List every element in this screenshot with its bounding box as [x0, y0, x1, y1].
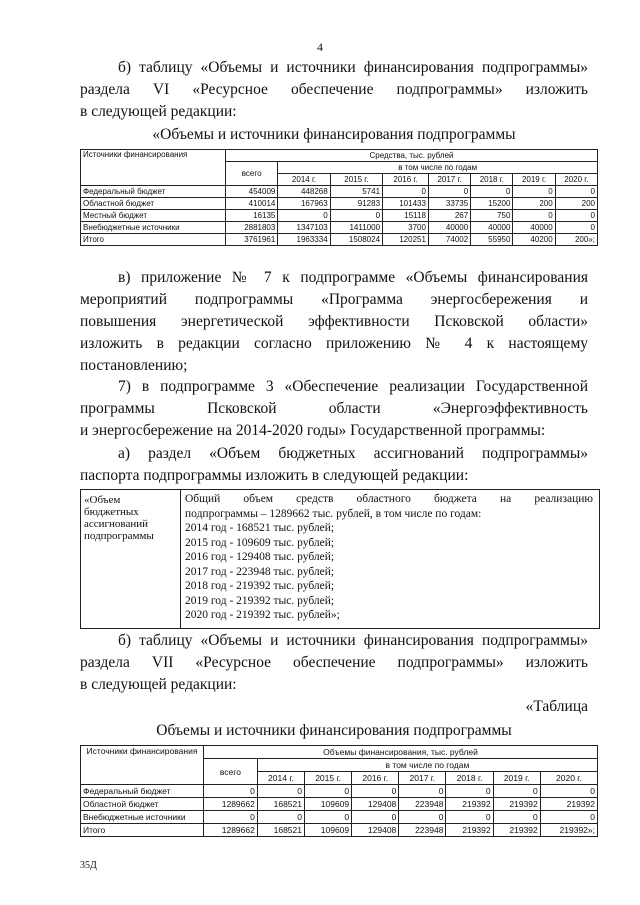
cell: 0 — [446, 811, 493, 824]
table-row — [81, 210, 598, 222]
text-line: подпрограммы – 1289662 тыс. рублей, в том числе по годам: — [185, 507, 482, 520]
header-funds: Средства, тыс. рублей — [226, 150, 598, 162]
cell: 219392 — [540, 798, 597, 811]
cell: 5741 — [330, 186, 382, 198]
cell: 0 — [446, 785, 493, 798]
cell: 168521 — [257, 824, 304, 837]
cell: 0 — [257, 811, 304, 824]
year-header: 2016 г. — [352, 772, 399, 785]
paragraph-v-appendix — [80, 267, 588, 377]
label-line: подпрограммы — [84, 530, 154, 542]
cell: 55950 — [471, 234, 513, 246]
cell: 1347103 — [278, 222, 330, 234]
cell: 1289662 — [204, 798, 258, 811]
text-line: Общий объем средств областного бюджета на реализацию — [185, 493, 593, 505]
paragraph-a-section — [80, 443, 588, 487]
text-line: 2019 год - 219392 тыс. рублей; — [185, 594, 335, 607]
cell: 91283 — [330, 198, 382, 210]
table-row — [81, 222, 598, 234]
cell: 1411000 — [330, 222, 382, 234]
cell: 448268 — [278, 186, 330, 198]
table-row — [81, 798, 598, 811]
cell: 3700 — [383, 222, 429, 234]
cell: 219392»; — [540, 824, 597, 837]
cell: 410014 — [226, 198, 278, 210]
cell: 750 — [471, 210, 513, 222]
cell: 109609 — [304, 824, 351, 837]
funding-table-2 — [80, 745, 598, 837]
text-line: постановлению; — [80, 357, 188, 374]
table2-title: Объемы и источники финансирования подпрограммы — [156, 722, 512, 739]
text-line: паспорта подпрограммы изложить в следующей редакции: — [80, 467, 469, 484]
cell: 0 — [204, 785, 258, 798]
cell: 120251 — [383, 234, 429, 246]
cell: 16135 — [226, 210, 278, 222]
cell: 267 — [428, 210, 470, 222]
text-line: б) таблицу «Объемы и источники финансирования подпрограммы» — [118, 59, 588, 76]
paragraph-b-table-2 — [80, 630, 588, 696]
text-line: раздела VII «Ресурсное обеспечение подпрограммы» изложить — [80, 654, 588, 671]
cell: 0 — [555, 222, 597, 234]
cell: 0 — [555, 186, 597, 198]
text-line: в) приложение № 7 к подпрограмме «Объемы финансирования — [118, 269, 588, 286]
footer-code: 35Д — [80, 860, 97, 871]
cell: 15118 — [383, 210, 429, 222]
cell: 0 — [513, 186, 555, 198]
row-label: Внебюджетные источники — [81, 222, 226, 234]
row-label: Внебюджетные источники — [81, 811, 204, 824]
header-total: всего — [204, 759, 258, 785]
cell: 0 — [278, 210, 330, 222]
cell: 1289662 — [204, 824, 258, 837]
text-line: а) раздел «Объем бюджетных ассигнований подпрограммы» — [118, 445, 588, 462]
cell: 0 — [352, 811, 399, 824]
table-row — [81, 811, 598, 824]
label-line: «Объем — [84, 494, 121, 506]
row-label: Итого — [81, 234, 226, 246]
cell: 0 — [383, 186, 429, 198]
header-funds: Объемы финансирования, тыс. рублей — [204, 746, 598, 759]
year-header: 2015 г. — [330, 174, 382, 186]
row-label: Областной бюджет — [81, 198, 226, 210]
cell: 219392 — [493, 824, 540, 837]
text-line: 2015 год - 109609 тыс. рублей; — [185, 536, 335, 549]
cell: 200 — [513, 198, 555, 210]
cell: 129408 — [352, 798, 399, 811]
row-label: Итого — [81, 824, 204, 837]
text-line: в следующей редакции: — [80, 103, 237, 120]
text-line: повышения энергетической эффективности Псковской области» — [80, 313, 588, 330]
cell: 219392 — [446, 798, 493, 811]
cell: 0 — [471, 186, 513, 198]
table1-title: «Объемы и источники финансирования подпрограммы — [152, 126, 516, 143]
cell: 0 — [257, 785, 304, 798]
text-line: в следующей редакции: — [80, 676, 237, 693]
year-header: 2019 г. — [513, 174, 555, 186]
cell: 0 — [513, 210, 555, 222]
year-header: 2020 г. — [540, 772, 597, 785]
cell: 0 — [304, 785, 351, 798]
text-line: 2020 год - 219392 тыс. рублей»; — [185, 609, 340, 621]
cell: 200 — [555, 198, 597, 210]
text-line: мероприятий подпрограммы «Программа энергосбережения и — [80, 291, 588, 308]
year-header: 2019 г. — [493, 772, 540, 785]
year-header: 2015 г. — [304, 772, 351, 785]
header-by-years: в том числе по годам — [278, 162, 598, 174]
year-header: 2014 г. — [257, 772, 304, 785]
table-row — [81, 186, 598, 198]
cell: 3761961 — [226, 234, 278, 246]
cell: 40000 — [471, 222, 513, 234]
text-line: 2016 год - 129408 тыс. рублей; — [185, 551, 335, 563]
paragraph-b-table — [80, 57, 588, 123]
text-line: и энергосбережение на 2014-2020 годы» Государственной программы: — [80, 422, 546, 439]
cell: 0 — [304, 811, 351, 824]
cell: 109609 — [304, 798, 351, 811]
cell: 40200 — [513, 234, 555, 246]
header-sources: Источники финансирования — [81, 746, 204, 785]
cell: 101433 — [383, 198, 429, 210]
cell: 0 — [540, 785, 597, 798]
cell: 74002 — [428, 234, 470, 246]
budget-allocation-label — [81, 490, 181, 628]
cell: 0 — [540, 811, 597, 824]
cell: 40000 — [428, 222, 470, 234]
paragraph-7-subprogram3 — [80, 376, 588, 442]
header-by-years: в том числе по годам — [257, 759, 597, 772]
table-row-total — [81, 234, 598, 246]
text-line: б) таблицу «Объемы и источники финансирования подпрограммы» — [118, 632, 588, 649]
year-header: 2017 г. — [399, 772, 446, 785]
label-line: ассигнований — [84, 518, 149, 530]
cell: 33735 — [428, 198, 470, 210]
cell: 0 — [399, 785, 446, 798]
budget-allocation-box — [80, 489, 600, 629]
table-row-total — [81, 824, 598, 837]
table-label: «Таблица — [525, 698, 588, 715]
cell: 0 — [493, 811, 540, 824]
text-line: программы Псковской области «Энергоэффективность — [80, 400, 588, 417]
year-header: 2017 г. — [428, 174, 470, 186]
cell: 223948 — [399, 824, 446, 837]
cell: 200»; — [555, 234, 597, 246]
row-label: Федеральный бюджет — [81, 785, 204, 798]
cell: 40000 — [513, 222, 555, 234]
table-row — [81, 198, 598, 210]
cell: 0 — [352, 785, 399, 798]
cell: 168521 — [257, 798, 304, 811]
cell: 1963334 — [278, 234, 330, 246]
text-line: изложить в редакции согласно приложению № 4 к настоящему — [80, 335, 588, 352]
cell: 0 — [428, 186, 470, 198]
budget-allocation-text — [185, 492, 593, 623]
cell: 167963 — [278, 198, 330, 210]
funding-table-1 — [80, 149, 598, 246]
table-row — [81, 785, 598, 798]
row-label: Федеральный бюджет — [81, 186, 226, 198]
page-number: 4 — [317, 40, 323, 54]
year-header: 2018 г. — [471, 174, 513, 186]
cell: 219392 — [446, 824, 493, 837]
cell: 15200 — [471, 198, 513, 210]
cell: 0 — [555, 210, 597, 222]
cell: 0 — [493, 785, 540, 798]
text-line: 2014 год - 168521 тыс. рублей; — [185, 522, 335, 534]
year-header: 2016 г. — [383, 174, 429, 186]
year-header: 2018 г. — [446, 772, 493, 785]
label-line: бюджетных — [84, 506, 139, 518]
year-header: 2014 г. — [278, 174, 330, 186]
cell: 2881803 — [226, 222, 278, 234]
cell: 129408 — [352, 824, 399, 837]
text-line: 7) в подпрограмме 3 «Обеспечение реализации Государственной — [118, 378, 588, 395]
cell: 0 — [399, 811, 446, 824]
header-total: всего — [226, 162, 278, 186]
row-label: Местный бюджет — [81, 210, 226, 222]
text-line: 2018 год - 219392 тыс. рублей; — [185, 580, 335, 592]
cell: 219392 — [493, 798, 540, 811]
text-line: 2017 год - 223948 тыс. рублей; — [185, 565, 335, 578]
cell: 1508024 — [330, 234, 382, 246]
cell: 454009 — [226, 186, 278, 198]
text-line: раздела VI «Ресурсное обеспечение подпрограммы» изложить — [80, 81, 588, 98]
cell: 0 — [204, 811, 258, 824]
year-header: 2020 г. — [555, 174, 597, 186]
cell: 223948 — [399, 798, 446, 811]
header-sources: Источники финансирования — [81, 150, 226, 186]
row-label: Областной бюджет — [81, 798, 204, 811]
cell: 0 — [330, 210, 382, 222]
